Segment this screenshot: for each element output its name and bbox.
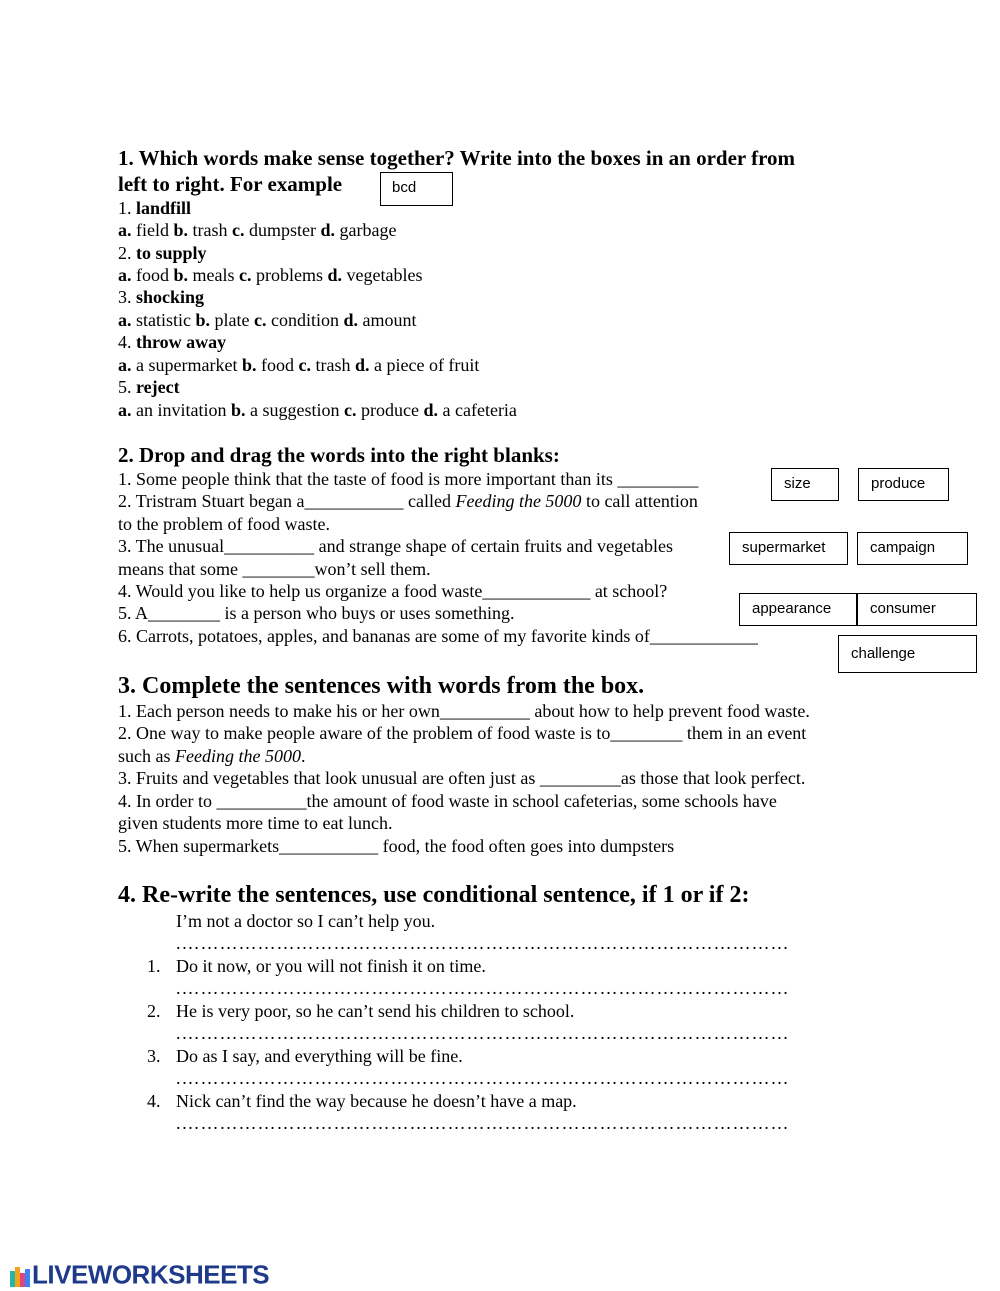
section3-title: 3. Complete the sentences with words from the box. xyxy=(118,673,645,699)
s4-item3-number: 3. xyxy=(147,1046,161,1066)
s4-item2-number: 2. xyxy=(147,1001,161,1021)
s3-line1: 1. Each person needs to make his or her own__________ about how to help prevent food waste. xyxy=(118,701,810,721)
s2-line4: 3. The unusual__________ and strange shape of certain fruits and vegetables xyxy=(118,536,674,556)
s1-item3-word: 3. shocking xyxy=(118,287,205,307)
drag-word-challenge[interactable]: challenge xyxy=(838,635,977,673)
s1-item4-options: a. a supermarket b. food c. trash d. a piece of fruit xyxy=(118,355,480,375)
drag-word-supermarket[interactable]: supermarket xyxy=(729,532,848,565)
s2-line2: 2. Tristram Stuart began a___________ called Feeding the 5000 to call attention xyxy=(118,491,698,511)
drag-word-consumer[interactable]: consumer xyxy=(857,593,977,626)
s3-line4: 3. Fruits and vegetables that look unusual are often just as _________as those that look perfect. xyxy=(118,768,806,788)
s3-line6: given students more time to eat lunch. xyxy=(118,813,393,833)
drag-word-appearance[interactable]: appearance xyxy=(739,593,857,626)
example-answer-box xyxy=(380,172,453,206)
s2-line8: 6. Carrots, potatoes, apples, and bananas are some of my favorite kinds of____________ xyxy=(118,626,758,646)
s1-item3-options: a. statistic b. plate c. condition d. amount xyxy=(118,310,417,330)
section1-title-line2: left to right. For example xyxy=(118,172,343,196)
s1-item4-word: 4. throw away xyxy=(118,332,227,352)
liveworksheets-logo[interactable] xyxy=(10,1258,269,1288)
s1-item1-word: 1. landfill xyxy=(118,198,192,218)
s4-item1-text: Do it now, or you will not finish it on time. xyxy=(176,956,486,976)
liveworksheets-logo-text: LIVEWORKSHEETS xyxy=(32,1259,270,1290)
s2-line7: 5. A________ is a person who buys or uses something. xyxy=(118,603,515,623)
s1-item2-options: a. food b. meals c. problems d. vegetables xyxy=(118,265,423,285)
section1-title-line1: 1. Which words make sense together? Write into the boxes in an order from xyxy=(118,146,796,170)
s1-item2-word: 2. to supply xyxy=(118,243,207,263)
s4-item3-answer-line[interactable]: .…………………………………………………………………………………… xyxy=(176,1068,790,1088)
s2-line3: to the problem of food waste. xyxy=(118,514,330,534)
drag-word-produce[interactable]: produce xyxy=(858,468,949,501)
s4-example-answer-line[interactable]: .…………………………………………………………………………………… xyxy=(176,933,790,953)
drag-word-size[interactable]: size xyxy=(771,468,839,501)
s4-item4-text: Nick can’t find the way because he doesn’t have a map. xyxy=(176,1091,577,1111)
section4-title: 4. Re-write the sentences, use conditional sentence, if 1 or if 2: xyxy=(118,882,750,908)
drag-word-campaign[interactable]: campaign xyxy=(857,532,968,565)
s3-line2: 2. One way to make people aware of the problem of food waste is to________ them in an event xyxy=(118,723,807,743)
s1-item5-options: a. an invitation b. a suggestion c. produce d. a cafeteria xyxy=(118,400,517,420)
s2-line6: 4. Would you like to help us organize a food waste____________ at school? xyxy=(118,581,668,601)
s4-item4-number: 4. xyxy=(147,1091,161,1111)
section2-title: 2. Drop and drag the words into the right blanks: xyxy=(118,443,560,467)
liveworksheets-logo-icon xyxy=(10,1263,30,1287)
s4-item2-answer-line[interactable]: .…………………………………………………………………………………… xyxy=(176,1023,790,1043)
s2-line1: 1. Some people think that the taste of food is more important than its _________ xyxy=(118,469,699,489)
s3-line7: 5. When supermarkets___________ food, the food often goes into dumpsters xyxy=(118,836,675,856)
s4-example: I’m not a doctor so I can’t help you. xyxy=(176,911,436,931)
s4-item1-answer-line[interactable]: .…………………………………………………………………………………… xyxy=(176,978,790,998)
s2-line5: means that some ________won’t sell them. xyxy=(118,559,431,579)
s4-item1-number: 1. xyxy=(147,956,161,976)
s1-item1-options: a. field b. trash c. dumpster d. garbage xyxy=(118,220,397,240)
s4-item3-text: Do as I say, and everything will be fine. xyxy=(176,1046,463,1066)
s3-line5: 4. In order to __________the amount of food waste in school cafeterias, some schools have xyxy=(118,791,777,811)
example-answer-text: bcd xyxy=(392,179,417,196)
s1-item5-word: 5. reject xyxy=(118,377,180,397)
s3-line3: such as Feeding the 5000. xyxy=(118,746,306,766)
s4-item2-text: He is very poor, so he can’t send his children to school. xyxy=(176,1001,575,1021)
s4-item4-answer-line[interactable]: .…………………………………………………………………………………… xyxy=(176,1113,790,1133)
